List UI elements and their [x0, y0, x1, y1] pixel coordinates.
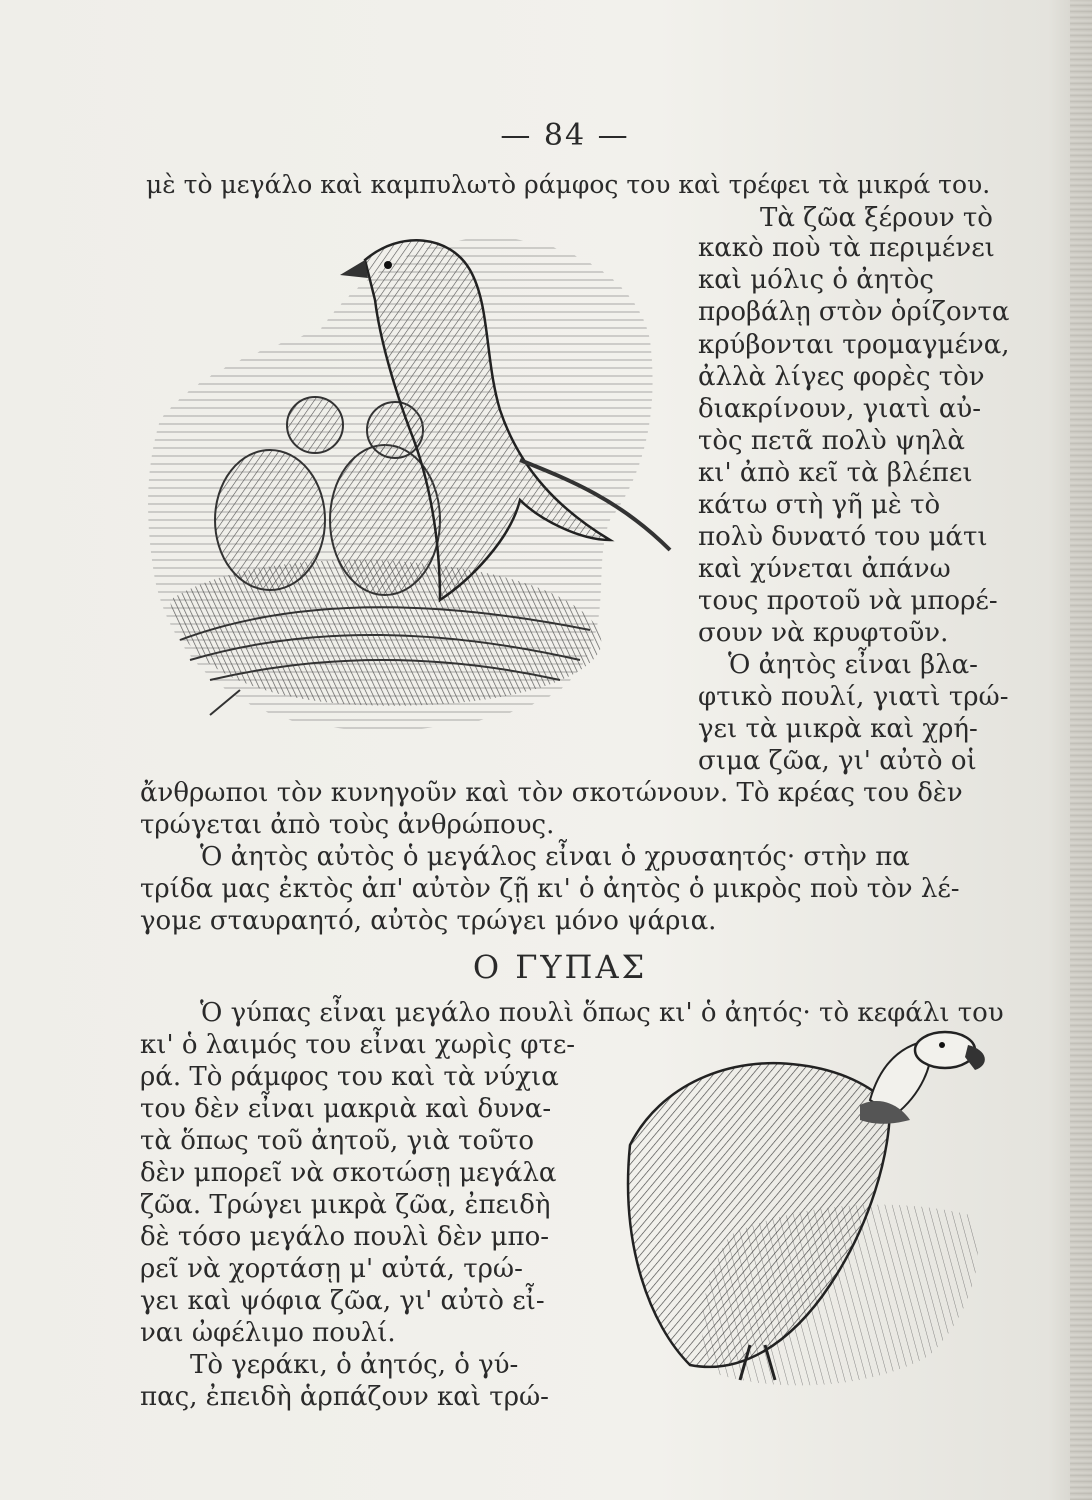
- text-line: ρεῖ νὰ χορτάσῃ μ' αὐτά, τρώ-: [140, 1254, 523, 1284]
- text-line: φτικὸ πουλί, γιατὶ τρώ-: [698, 682, 1009, 712]
- text-line: Τὰ ζῶα ξέρουν τὸ: [760, 203, 993, 233]
- text-line: δὲ τόσο μεγάλο πουλὶ δὲν μπο-: [140, 1222, 550, 1252]
- text-line: καὶ μόλις ὁ ἀητὸς: [698, 265, 934, 295]
- text-line: ναι ὠφέλιμο πουλί.: [140, 1318, 396, 1348]
- top-line: μὲ τὸ μεγάλο καὶ καμπυλωτὸ ράμφος του καὶ τρέφει τὰ μικρά του.: [146, 170, 991, 199]
- text-line: Τὸ γεράκι, ὁ ἀητός, ὁ γύ-: [190, 1350, 519, 1380]
- text-line: πολὺ δυνατό του μάτι: [698, 522, 988, 552]
- vulture-first-line: Ὁ γύπας εἶναι μεγάλο πουλὶ ὅπως κι' ὁ ἀητός· τὸ κεφάλι του: [200, 998, 1004, 1028]
- text-line: Ὁ ἀητὸς αὐτὸς ὁ μεγάλος εἶναι ὁ χρυσαητός· στὴν πα: [200, 842, 910, 872]
- page-edge: [1070, 0, 1092, 1500]
- text-line: ζῶα. Τρώγει μικρὰ ζῶα, ἐπειδὴ: [140, 1190, 551, 1220]
- page-number: — 84 —: [500, 118, 630, 153]
- text-line: ἀλλὰ λίγες φορὲς τὸν: [698, 362, 985, 392]
- text-line: γει καὶ ψόφια ζῶα, γι' αὐτὸ εἶ-: [140, 1286, 545, 1316]
- vulture-illustration: [590, 1025, 1005, 1400]
- text-line: τους προτοῦ νὰ μπορέ-: [698, 586, 998, 616]
- text-line: τρίδα μας ἐκτὸς ἀπ' αὐτὸν ζῇ κι' ὁ ἀητὸς ὁ μικρὸς ποὺ τὸν λέ-: [140, 874, 960, 904]
- text-line: σουν νὰ κρυφτοῦν.: [698, 618, 949, 648]
- text-line: γει τὰ μικρὰ καὶ χρή-: [698, 714, 978, 744]
- text-line: πας, ἐπειδὴ ἁρπάζουν καὶ τρώ-: [140, 1382, 549, 1412]
- text-line: σιμα ζῶα, γι' αὐτὸ οἱ: [698, 746, 977, 776]
- text-line: διακρίνουν, γιατὶ αὐ-: [698, 394, 982, 424]
- text-line: κρύβονται τρομαγμένα,: [698, 330, 1010, 360]
- text-line: του δὲν εἶναι μακριὰ καὶ δυνα-: [140, 1094, 552, 1124]
- text-line: τρώγεται ἀπὸ τοὺς ἀνθρώπους.: [140, 810, 555, 840]
- text-line: προβάλῃ στὸν ὁρίζοντα: [698, 297, 1010, 327]
- section-title: Ο ΓΥΠΑΣ: [472, 948, 648, 986]
- text-line: ρά. Τὸ ράμφος του καὶ τὰ νύχια: [140, 1062, 559, 1092]
- text-line: κακὸ ποὺ τὰ περιμένει: [698, 233, 995, 263]
- text-line: κι' ὁ λαιμός του εἶναι χωρὶς φτε-: [140, 1030, 576, 1060]
- text-line: γομε σταυραητό, αὐτὸς τρώγει μόνο ψάρια.: [140, 906, 717, 936]
- text-line: τὸς πετᾶ πολὺ ψηλὰ: [698, 426, 965, 456]
- text-line: καὶ χύνεται ἀπάνω: [698, 554, 951, 584]
- text-line: ἄνθρωποι τὸν κυνηγοῦν καὶ τὸν σκοτώνουν. Τὸ κρέας του δὲν: [140, 778, 963, 808]
- text-line: δὲν μπορεῖ νὰ σκοτώσῃ μεγάλα: [140, 1158, 557, 1188]
- text-line: τὰ ὅπως τοῦ ἀητοῦ, γιὰ τοῦτο: [140, 1126, 535, 1156]
- eagle-illustration: [140, 220, 685, 745]
- text-line: κάτω στὴ γῆ μὲ τὸ: [698, 490, 941, 520]
- text-line: κι' ἀπὸ κεῖ τὰ βλέπει: [698, 458, 973, 488]
- text-line: Ὁ ἀητὸς εἶναι βλα-: [728, 650, 978, 680]
